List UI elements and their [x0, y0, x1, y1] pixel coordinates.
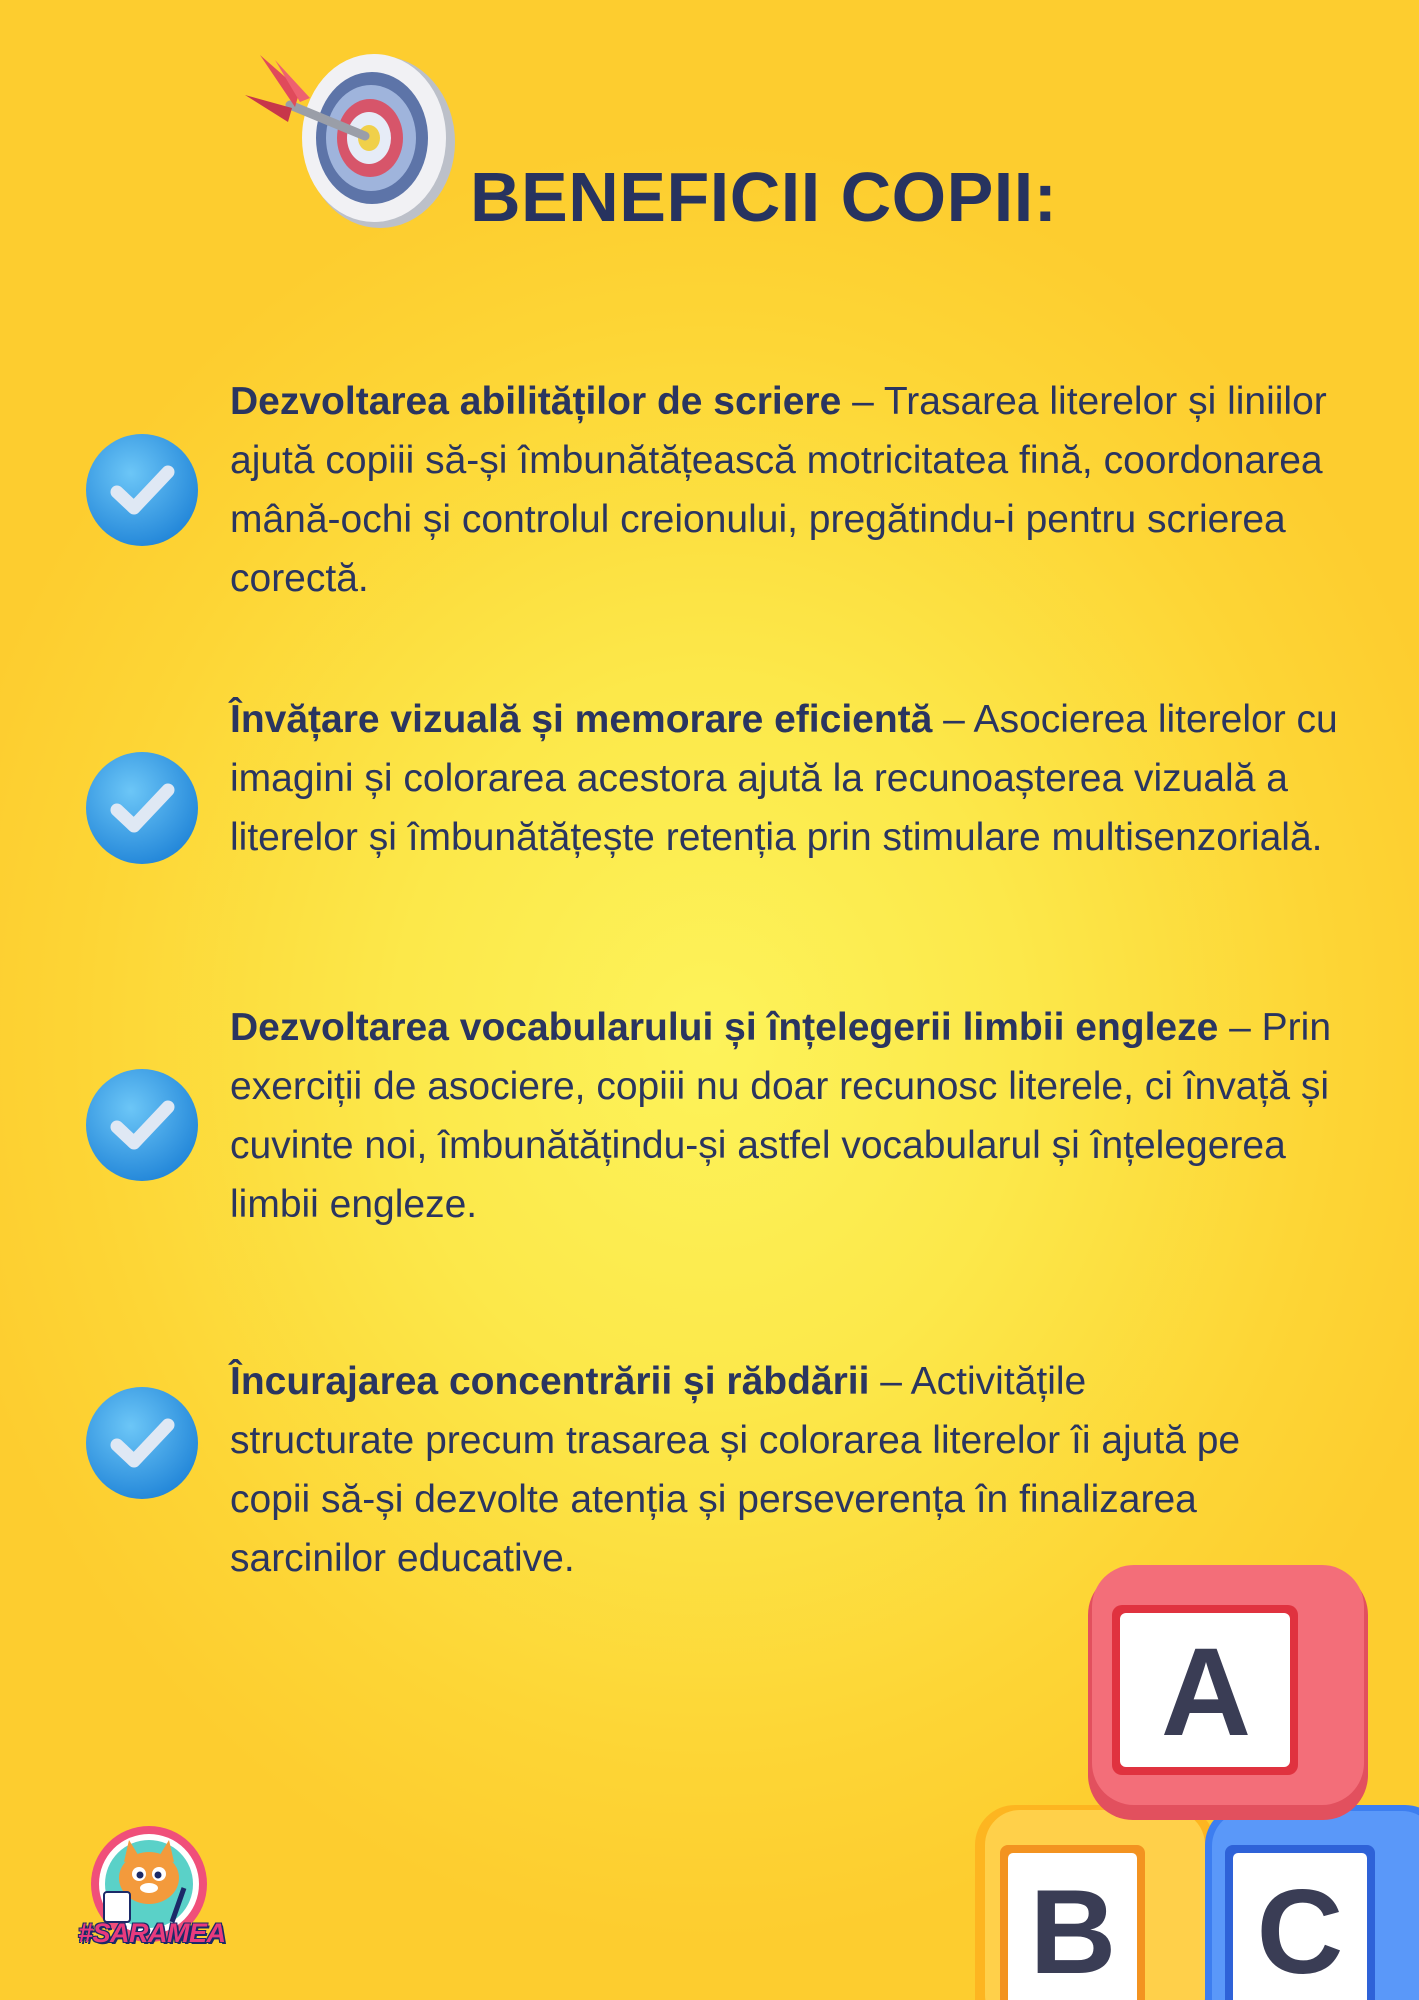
check-icon — [84, 1385, 200, 1501]
benefit-description: – Asocierea literelor cu imagini și colorarea acestora ajută la recunoașterea vizuală a literelor și îmbunătățește retenția prin stimulare multisenzorială. — [230, 698, 1338, 859]
abc-blocks-icon — [970, 1555, 1419, 2000]
page-title: BENEFICII COPII: — [470, 158, 1058, 236]
benefit-description: – Activitățile structurate precum trasarea și colorarea literelor îi ajută pe copii să-și dezvolte atenția și perseverența în finalizarea sarcinilor educative. — [230, 1360, 1241, 1580]
benefit-text — [230, 1352, 1270, 1588]
benefit-text — [230, 372, 1360, 608]
block-letter-c: C — [1256, 1865, 1344, 1999]
benefit-title: Dezvoltarea vocabularului și înțelegerii limbii engleze — [230, 1006, 1219, 1049]
block-letter-b: B — [1029, 1865, 1117, 1999]
logo-text: #SARAMEA — [78, 1918, 226, 1948]
check-icon — [84, 432, 200, 548]
benefit-text — [230, 690, 1360, 867]
block-letter-a: A — [1160, 1623, 1252, 1762]
benefit-title: Învățare vizuală și memorare eficientă — [230, 698, 933, 741]
benefit-text — [230, 998, 1360, 1234]
benefit-description: – Prin exerciții de asociere, copiii nu doar recunosc literele, ci învață și cuvinte noi, îmbunătățindu-și astfel vocabularul și înțelegerea limbii engleze. — [230, 1006, 1332, 1226]
benefit-title: Dezvoltarea abilităților de scriere — [230, 380, 842, 423]
benefit-title: Încurajarea concentrării și răbdării — [230, 1360, 870, 1403]
check-icon — [84, 750, 200, 866]
benefit-description: – Trasarea literelor și liniilor ajută copiii să-și îmbunătățească motricitatea fină, coordonarea mână-ochi și controlul creionului, pregătindu-i pentru scrierea corectă. — [230, 380, 1327, 600]
check-icon — [84, 1067, 200, 1183]
target-dart-icon — [240, 50, 470, 240]
